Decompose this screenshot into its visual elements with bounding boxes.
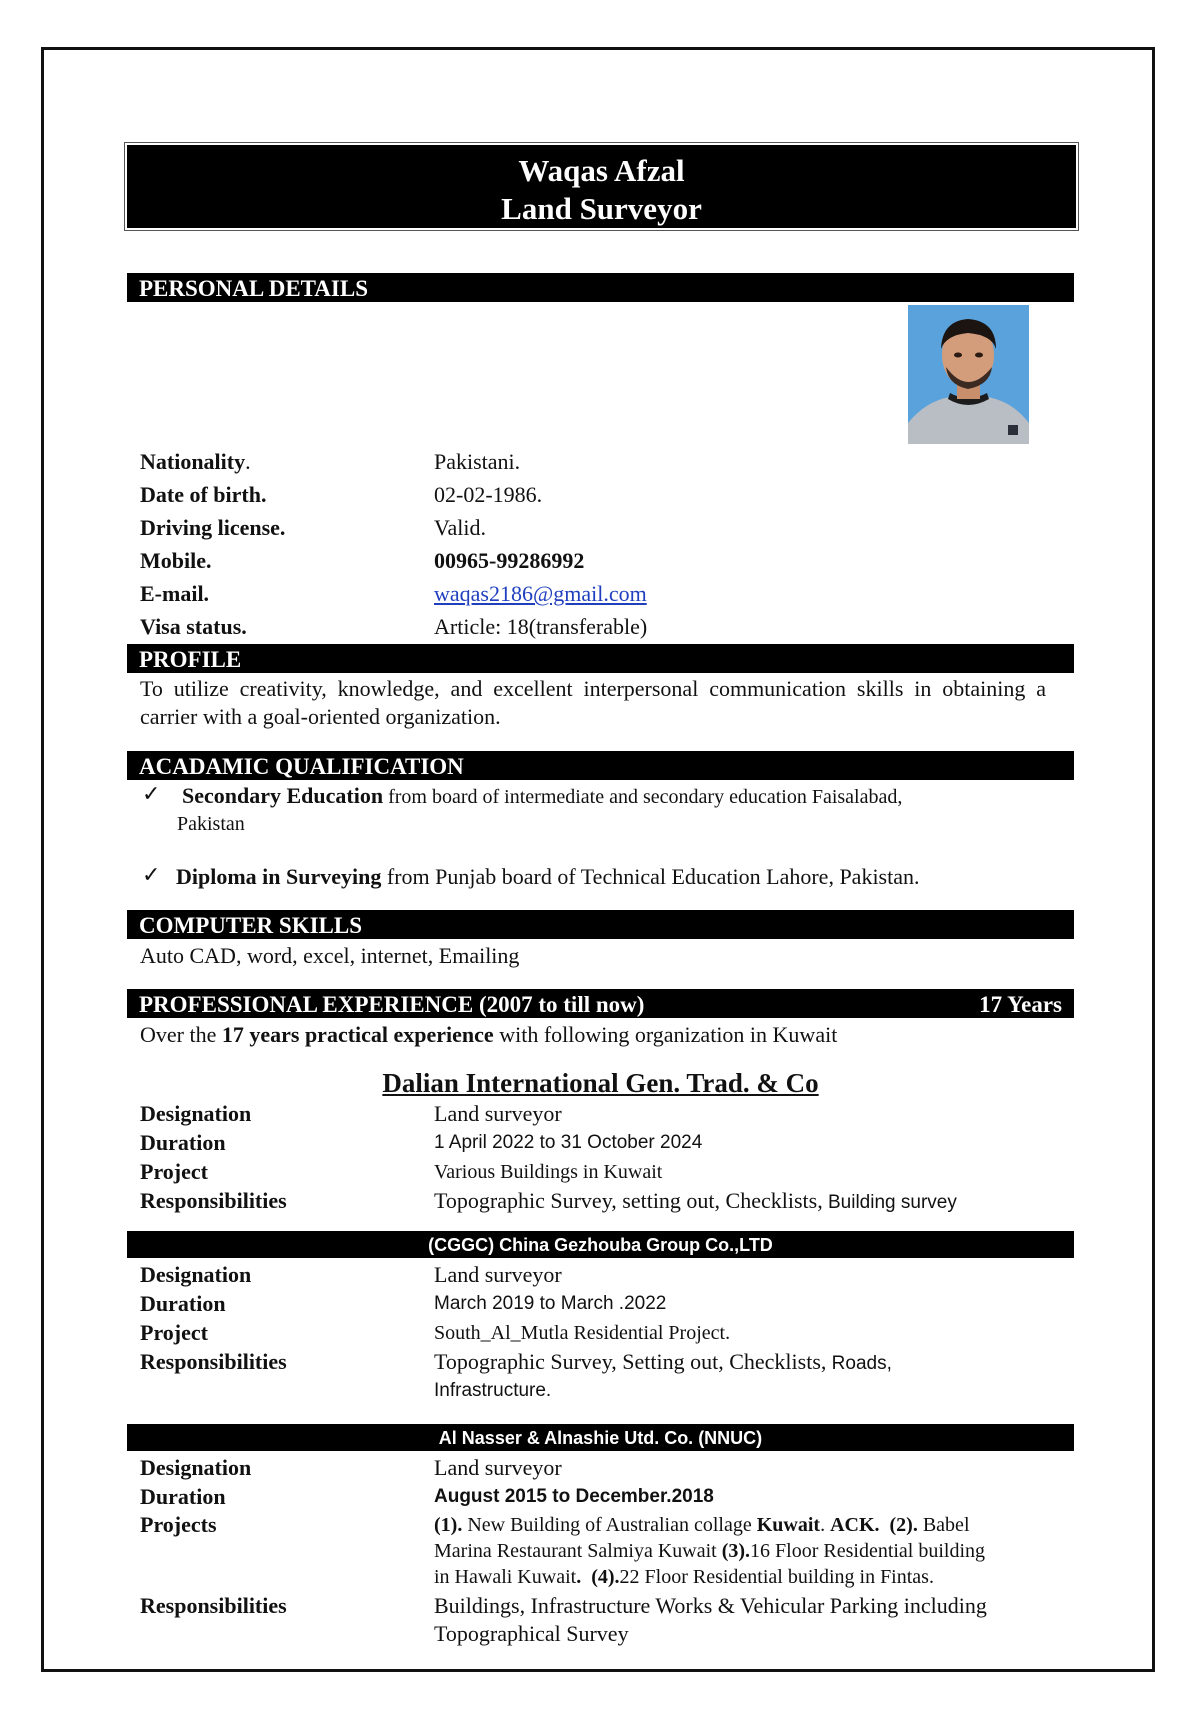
project-4-text: 22 Floor Residential building in Fintas. <box>619 1566 934 1588</box>
duration-label: Duration <box>140 1130 226 1155</box>
nationality-value: Pakistani. <box>434 449 521 474</box>
section-academic: ACADAMIC QUALIFICATION <box>127 751 1074 780</box>
section-computer-skills: COMPUTER SKILLS <box>127 910 1074 939</box>
academic-item-diploma <box>176 863 1076 891</box>
project-3-text: 16 Floor Residential building <box>750 1540 986 1562</box>
job3-company: Al Nasser & Alnashie Utd. Co. (NNUC) <box>127 1424 1074 1451</box>
project-1-kuwait: Kuwait <box>756 1514 821 1536</box>
profile-text: To utilize creativity, knowledge, and excellent interpersonal communication skills in obtaining a carrier with a goal-oriented organization. <box>140 676 1046 729</box>
project-3-dot: . <box>576 1566 582 1588</box>
job1-resp-extra: Building survey <box>822 1192 957 1213</box>
projects-label: Projects <box>140 1512 217 1537</box>
profile-photo <box>908 305 1029 444</box>
resume-header <box>127 145 1076 228</box>
duration-label: Duration <box>140 1291 226 1316</box>
visa-label: Visa status. <box>140 614 247 639</box>
academic-item-secondary <box>182 782 1062 811</box>
experience-heading: PROFESSIONAL EXPERIENCE (2007 to till now) <box>139 992 645 1017</box>
job2-designation: Land surveyor <box>434 1262 562 1287</box>
experience-years: 17 Years <box>979 992 1062 1017</box>
project-1-ack: ACK. <box>830 1514 880 1536</box>
nationality-label: Nationality <box>140 449 246 474</box>
job1-duration: 1 April 2022 to 31 October 2024 <box>434 1132 703 1153</box>
responsibilities-label: Responsibilities <box>140 1188 287 1213</box>
job2-resp-cont: Infrastructure. <box>434 1380 552 1401</box>
project-2-cont: Marina Restaurant Salmiya Kuwait <box>434 1540 722 1562</box>
project-num-4: (4). <box>591 1566 620 1588</box>
section-profile: PROFILE <box>127 644 1074 673</box>
nationality-label-dot: . <box>245 449 251 474</box>
job3-resp-2: Topographical Survey <box>434 1621 629 1646</box>
duration-label: Duration <box>140 1484 226 1509</box>
job1-resp: Topographic Survey, setting out, Checklists, <box>434 1188 823 1213</box>
job3-duration: August 2015 to December.2018 <box>434 1486 714 1507</box>
job1-project: Various Buildings in Kuwait <box>434 1161 663 1183</box>
dob-label: Date of birth. <box>140 482 267 507</box>
applicant-role: Land Surveyor <box>501 191 702 226</box>
mobile-value: 00965-99286992 <box>434 548 585 573</box>
designation-label: Designation <box>140 1455 252 1480</box>
intro-text-b: 17 years practical experience <box>221 1022 494 1047</box>
job2-resp: Topographic Survey, Setting out, Checklists, <box>434 1349 827 1374</box>
intro-text-a: Over the <box>140 1022 222 1047</box>
project-1-text: New Building of Australian collage <box>462 1514 757 1536</box>
project-label: Project <box>140 1159 208 1184</box>
checkmark-icon: ✓ <box>142 862 161 887</box>
designation-label: Designation <box>140 1101 252 1126</box>
responsibilities-label: Responsibilities <box>140 1593 287 1618</box>
experience-intro <box>140 1021 1046 1049</box>
dob-value: 02-02-1986. <box>434 482 543 507</box>
project-num-1: (1). <box>434 1514 463 1536</box>
license-value: Valid. <box>434 515 486 540</box>
project-2-text: Babel <box>917 1514 970 1536</box>
job3-resp-1: Buildings, Infrastructure Works & Vehicular Parking including <box>434 1593 987 1618</box>
job2-resp-extra: Roads, <box>826 1353 892 1374</box>
project-num-2: (2). <box>889 1514 918 1536</box>
job1-company: Dalian International Gen. Trad. & Co <box>382 1068 819 1098</box>
secondary-detail: from board of intermediate and secondary education Faisalabad, <box>383 786 903 808</box>
checkmark-icon: ✓ <box>142 781 161 806</box>
project-label: Project <box>140 1320 208 1345</box>
responsibilities-label: Responsibilities <box>140 1349 287 1374</box>
diploma-detail: from Punjab board of Technical Education Lahore, Pakistan. <box>381 864 920 889</box>
mobile-label: Mobile. <box>140 548 212 573</box>
project-3-cont: in Hawali Kuwait <box>434 1566 577 1588</box>
project-num-3: (3). <box>721 1540 751 1562</box>
computer-skills-text: Auto CAD, word, excel, internet, Emailing <box>140 943 520 968</box>
email-link[interactable]: waqas2186@gmail.com <box>434 581 647 606</box>
intro-text-c: with following organization in Kuwait <box>493 1022 838 1047</box>
applicant-name: Waqas Afzal <box>518 153 685 188</box>
email-label: E-mail. <box>140 581 210 606</box>
job2-company: (CGGC) China Gezhouba Group Co.,LTD <box>127 1231 1074 1258</box>
designation-label: Designation <box>140 1262 252 1287</box>
license-label: Driving license. <box>140 515 286 540</box>
job2-project: South_Al_Mutla Residential Project. <box>434 1322 731 1344</box>
diploma-title: Diploma in Surveying <box>176 864 382 889</box>
section-experience <box>127 989 1074 1018</box>
section-personal-details: PERSONAL DETAILS <box>127 273 1074 302</box>
job1-designation: Land surveyor <box>434 1101 562 1126</box>
job2-duration: March 2019 to March .2022 <box>434 1293 667 1314</box>
secondary-detail-continued: Pakistan <box>177 813 245 835</box>
visa-value: Article: 18(transferable) <box>434 614 648 639</box>
job3-designation: Land surveyor <box>434 1455 562 1480</box>
project-1-dot: . <box>820 1514 831 1536</box>
secondary-title: Secondary Education <box>182 783 384 808</box>
